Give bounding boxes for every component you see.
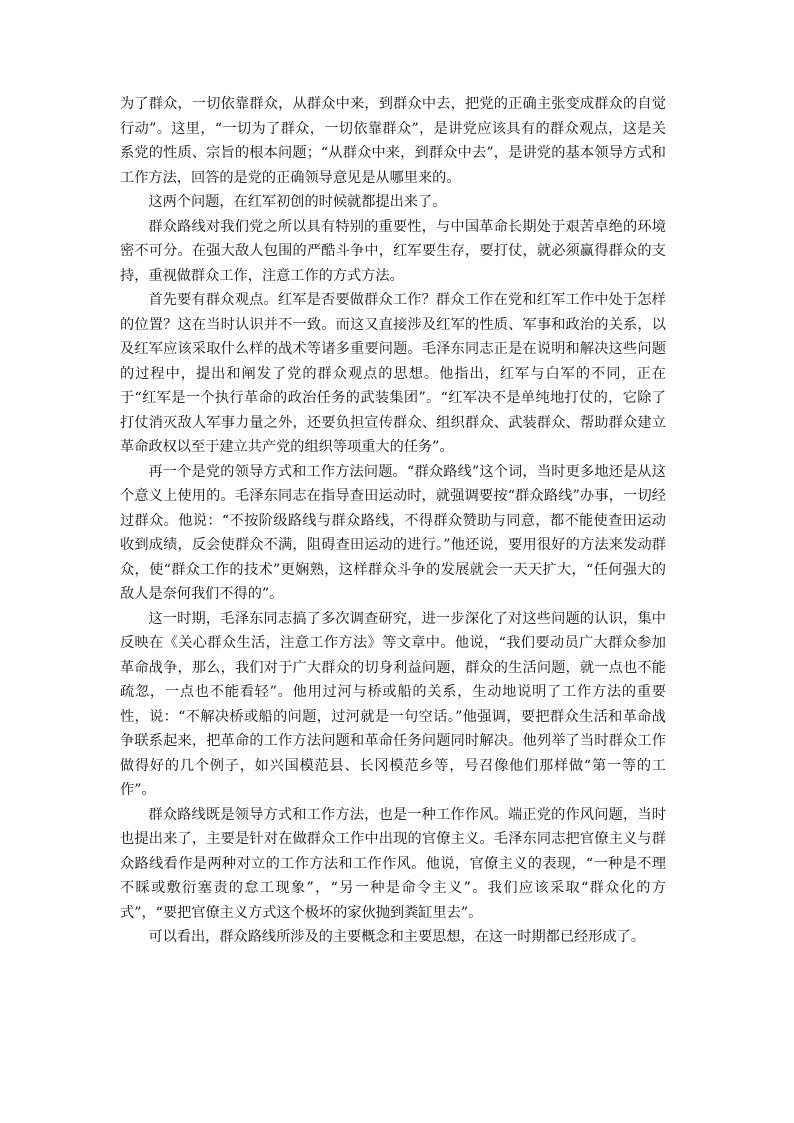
paragraph: 群众路线既是领导方式和工作方法，也是一种工作作风。端正党的作风问题，当时也提出来了，主要是针对在做群众工作中出现的官僚主义。毛泽东同志把官僚主义与群众路线看作是两种对立的工作方法和工作作风。他说，官僚主义的表现，“一种是不理不睬或敷衍塞责的怠工现象”，“另一种是命令主义”。我们应该采取“群众化的方式”，“要把官僚主义方式这个极坏的家伙抛到粪缸里去”。 xyxy=(120,806,666,921)
paragraph: 可以看出，群众路线所涉及的主要概念和主要思想，在这一时期都已经形成了。 xyxy=(148,929,645,945)
paragraph: 群众路线对我们党之所以具有特别的重要性，与中国革命长期处于艰苦卓绝的环境密不可分。在强大敌人包围的严酷斗争中，红军要生存，要打仗，就必须赢得群众的支持，重视做群众工作，注意工作的方式方法。 xyxy=(120,218,666,284)
paragraph: 再一个是党的领导方式和工作方法问题。“群众路线”这个词，当时更多地还是从这个意义上使用的。毛泽东同志在指导查田运动时，就强调要按“群众路线”办事，一切经过群众。他说：“不按阶级路线与群众路线，不得群众赞助与同意，都不能使查田运动收到成绩，反会使群众不满，阻碍查田运动的进行。”他还说，要用很好的方法来发动群众，使“群众工作的技术”更娴熟，这样群众斗争的发展就会一天天扩大，“任何强大的敌人是奈何我们不得的”。 xyxy=(120,463,666,602)
paragraph: 这一时期，毛泽东同志搞了多次调查研究，进一步深化了对这些问题的认识，集中反映在《关心群众生活，注意工作方法》等文章中。他说，“我们要动员广大群众参加革命战争，那么，我们对于广大群众的切身利益问题，群众的生活问题，就一点也不能疏忽，一点也不能看轻”。他用过河与桥或船的关系，生动地说明了工作方法的重要性，说：“不解决桥或船的问题，过河就是一句空话。”他强调，要把群众生活和革命战争联系起来，把革命的工作方法问题和革命任务问题同时解决。他列举了当时群众工作做得好的几个例子，如兴国模范县、长冈模范乡等，号召像他们那样做“第一等的工作”。 xyxy=(120,610,666,798)
paragraph: 这两个问题，在红军初创的时候就都提出来了。 xyxy=(148,194,447,210)
paragraph: 为了群众，一切依靠群众，从群众中来，到群众中去，把党的正确主张变成群众的自觉行动”。这里，“一切为了群众，一切依靠群众”，是讲党应该具有的群众观点，这是关系党的性质、宗旨的根本问题；“从群众中来，到群众中去”，是讲党的基本领导方式和工作方法，回答的是党的正确领导意见是从哪里来的。 xyxy=(120,96,666,186)
paragraph: 首先要有群众观点。红军是否要做群众工作？群众工作在党和红军工作中处于怎样的位置？这在当时认识并不一致。而这又直接涉及红军的性质、军事和政治的关系，以及红军应该采取什么样的战术等诸多重要问题。毛泽东同志正是在说明和解决这些问题的过程中，提出和阐发了党的群众观点的思想。他指出，红军与白军的不同，正在于“红军是一个执行革命的政治任务的武装集团”。“红军决不是单纯地打仗的，它除了打仗消灭敌人军事力量之外，还要负担宣传群众、组织群众、武装群众、帮助群众建立革命政权以至于建立共产党的组织等项重大的任务”。 xyxy=(120,292,666,455)
document-body xyxy=(120,92,666,950)
